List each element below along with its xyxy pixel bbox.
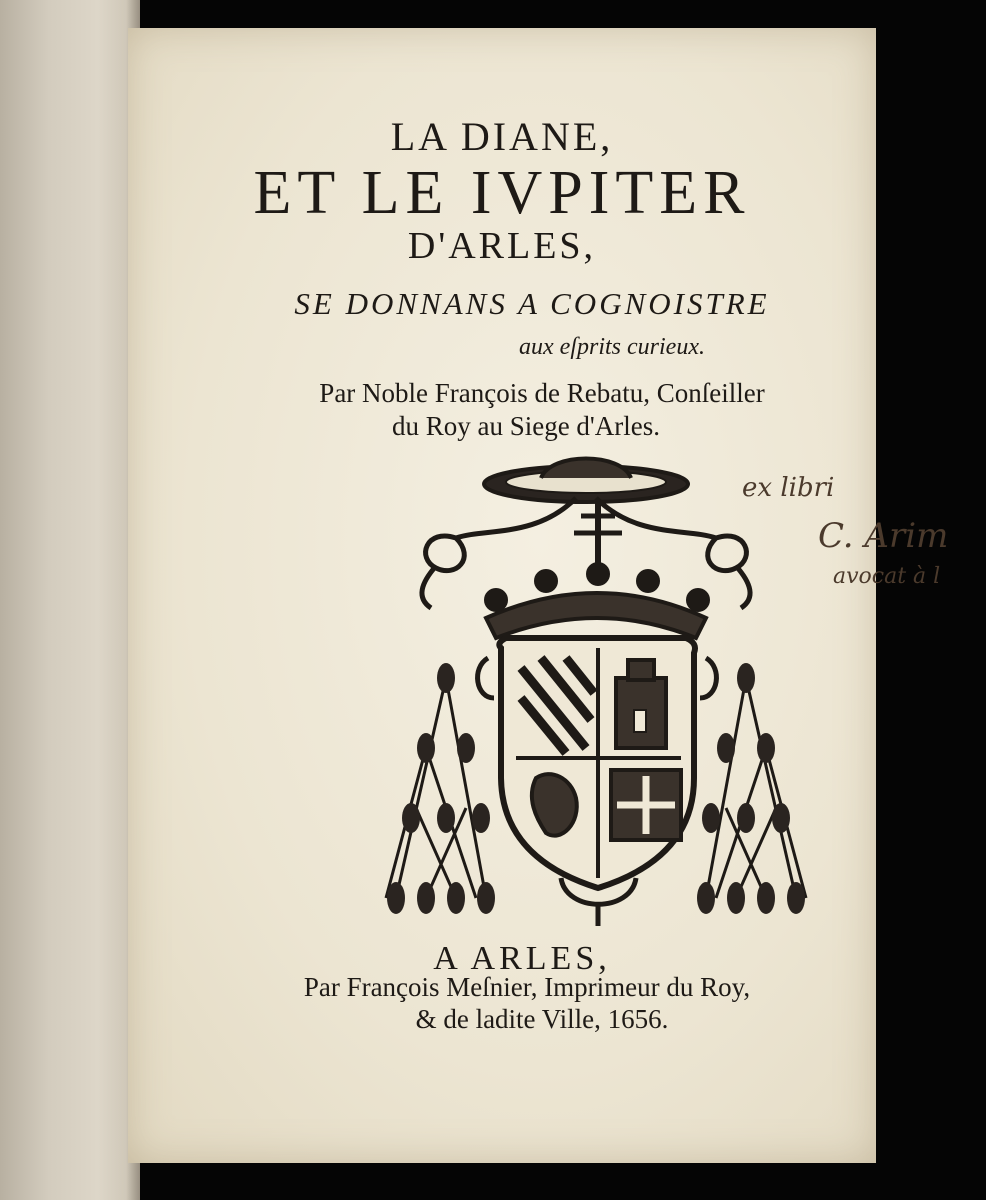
author-line-2: du Roy au Siege d'Arles.	[391, 411, 661, 441]
subtitle-line-1: SE DONNANS A COGNOISTRE	[294, 286, 770, 321]
imprint-printer: Par François Meſnier, Imprimeur du Roy,	[303, 972, 751, 1002]
subtitle-line-2: aux eſprits curieux.	[519, 334, 705, 360]
title-page	[128, 28, 949, 1163]
book-spine-edge	[0, 0, 140, 1200]
imprint-date: & de ladite Ville, 1656.	[415, 1004, 669, 1034]
left-tassels	[386, 678, 486, 898]
coat-of-arms-woodcut	[376, 448, 816, 938]
galero-hat-crown	[541, 459, 631, 479]
author-line-1: Par Noble François de Rebatu, Conſeiller	[319, 378, 765, 408]
title-line-1: LA DIANE,	[390, 114, 614, 159]
handwritten-ex-libris-2: C. Arim	[818, 516, 949, 556]
title-line-3: D'ARLES,	[407, 225, 597, 267]
imprint-place: A ARLES,	[433, 940, 611, 977]
ducal-crown	[486, 593, 706, 638]
title-line-2: ET LE IVPITER	[253, 159, 751, 227]
right-tassels	[706, 678, 806, 898]
handwritten-ex-libris-1: ex libri	[742, 473, 835, 503]
handwritten-ex-libris-3: avocat à l	[833, 564, 941, 589]
